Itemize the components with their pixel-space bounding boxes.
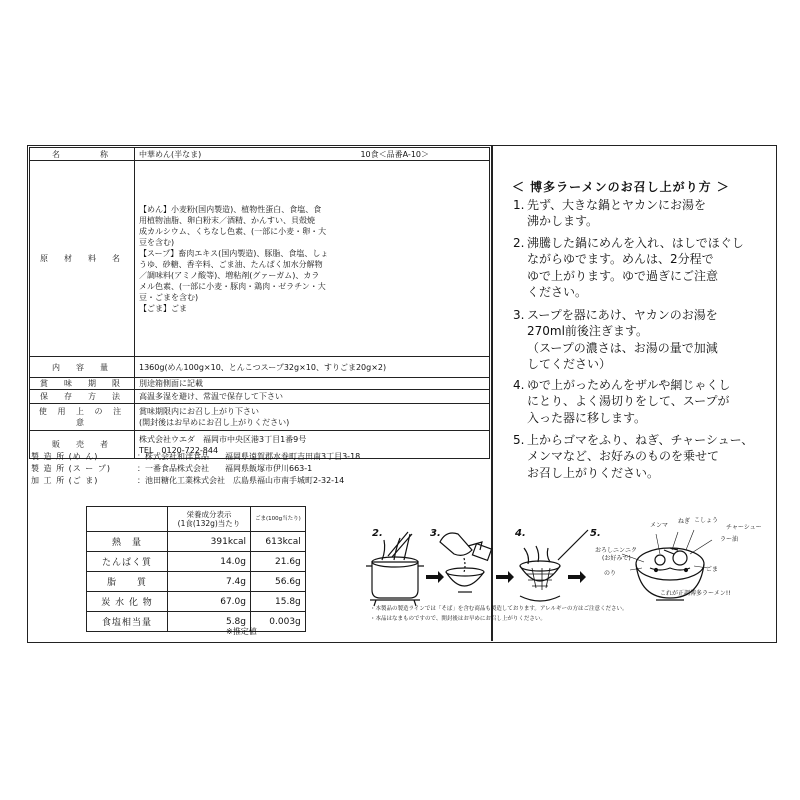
label-chashu: チャーシュー (726, 524, 762, 531)
nutrition-value-sesame: 613kcal (251, 532, 306, 552)
allergy-note: ・本製品の製造ラインでは「そば」を含む商品も製造しております。アレルギーの方はご注意ください。 (370, 606, 628, 612)
nutrition-value-sesame: 21.6g (251, 552, 306, 572)
manufacturer-soup (31, 464, 312, 474)
ingredients-line: 【ごま】ごま (139, 303, 187, 313)
manufacturer-value: ：一番食品株式会社 福岡県飯塚市伊川663-1 (137, 464, 313, 473)
manufacturer-sesame (31, 476, 344, 486)
caution-label: 使 用 上 の 注 意 (30, 404, 135, 431)
recipe-step-2 (513, 235, 775, 301)
recipe-step-4 (513, 377, 775, 426)
estimate-note: ※推定値 (226, 627, 257, 636)
manufacturer-label: 製 造 所 (ス ー プ) (31, 464, 111, 473)
nutrition-label: 炭 水 化 物 (87, 592, 168, 612)
ingredients-line: ／調味料(アミノ酸等)、増粘剤(グァーガム)、カラ (139, 270, 320, 280)
recipe-step-3 (513, 307, 775, 373)
nutrition-table (86, 506, 306, 632)
nutrition-row (87, 552, 306, 572)
step-text (527, 235, 775, 301)
nutrition-header-sub: (1食(132g)当たり (177, 519, 241, 528)
ingredients-line: 豆を含む) (139, 237, 175, 247)
nutrition-header-title: 栄養成分表示 (186, 510, 232, 519)
nutrition-row (87, 572, 306, 592)
nutrition-header-serving (168, 507, 251, 532)
ingredients-line: メル色素、(一部に小麦・豚肉・鶏肉・ゼラチン・大 (139, 281, 326, 291)
product-spec-table (29, 147, 490, 459)
caution-row (30, 404, 490, 431)
label-rayu: ラー油 (720, 536, 739, 543)
nutrition-row (87, 612, 306, 632)
recipe-step-5 (513, 432, 775, 481)
step-line: ください。 (527, 285, 588, 300)
manufacturer-label: 加 工 所 (ご ま) (31, 476, 99, 485)
caution-value (135, 404, 490, 431)
nutrition-label: 食塩相当量 (87, 612, 168, 632)
nutrition-label: 脂 質 (87, 572, 168, 592)
step-line: してください） (527, 357, 612, 372)
ingredients-line: 用植物油脂、卵白粉末／酒精、かんすい、貝殻焼 (139, 215, 315, 225)
nutrition-row (87, 592, 306, 612)
step-line: 270ml前後注ぎます。 (527, 324, 648, 339)
nutrition-header-sesame: ごま(100g当たり) (251, 507, 306, 532)
recipe-step-1 (513, 197, 775, 230)
ingredients-line: 豆・ごまを含む) (139, 292, 199, 302)
label-garlic-note: (お好みで) (602, 555, 631, 562)
step-number: 1. (513, 198, 525, 212)
caution-line: 賞味期限内にお召し上がり下さい (139, 407, 259, 416)
arrow-icon (568, 571, 586, 583)
storage-label: 保 存 方 法 (30, 390, 135, 404)
illustration-step-label: 5. (590, 528, 601, 539)
arrow-icon (426, 571, 444, 583)
seller-label: 販 売 者 (30, 431, 135, 459)
recipe-title: ＜ 博多ラーメンのお召し上がり方 ＞ (512, 180, 730, 194)
step-line: 沸かします。 (527, 214, 599, 229)
nutrition-header-row (87, 507, 306, 532)
nutrition-value-serving: 5.8g (168, 612, 251, 632)
manufacturer-value: ：株式会社和洋食品 福岡県遠賀郡水巻町吉田南3丁目3-18 (137, 452, 361, 461)
strainer-icon (520, 530, 588, 601)
nutrition-value-sesame: 15.8g (251, 592, 306, 612)
storage-value: 高温多湿を避け、常温で保存して下さい (135, 390, 490, 404)
pot-icon (366, 532, 424, 606)
seller-line: TEL 0120-722-844 (139, 445, 219, 455)
step-line: ゆで上がっためんをザルや網じゃくし (527, 378, 731, 392)
step-line: にとり、よく湯切りをして、スープが (527, 394, 730, 409)
name-label: 名 称 (30, 148, 135, 161)
content-row (30, 357, 490, 378)
expiry-label: 賞 味 期 限 (30, 378, 135, 390)
nutrition-label: 熱 量 (87, 532, 168, 552)
illustration-step-label: 2. (372, 528, 383, 539)
ingredients-line: 成カルシウム、くちなし色素、(一部に小麦・卵・大 (139, 226, 327, 236)
caution-line: (開封後はお早めにお召し上がりください) (139, 418, 290, 427)
ingredients-value (135, 161, 490, 357)
step-text (527, 377, 775, 426)
expiry-row (30, 378, 490, 390)
nutrition-header-blank (87, 507, 168, 532)
illustration-caption: これが正調博多ラーメン!! (660, 590, 731, 597)
content-value: 1360g(めん100g×10、とんこつスープ32g×10、すりごま20g×2) (135, 357, 490, 378)
nutrition-value-serving: 7.4g (168, 572, 251, 592)
step-line: ながらゆでます。めんは、2分程で (527, 252, 714, 267)
name-row (30, 148, 490, 161)
label-kosho: こしょう (694, 517, 719, 524)
expiry-value: 別途箱側面に記載 (135, 378, 490, 390)
ingredients-label: 原 材 料 名 (30, 161, 135, 357)
ingredients-line: 【めん】小麦粉(国内製造)、植物性蛋白、食塩、食 (139, 204, 322, 214)
perishable-note: ・本品はなまものですので、開封後はお早めにお召し上がりください。 (370, 616, 546, 622)
label-negi: ねぎ (678, 518, 691, 525)
arrow-icon (496, 571, 514, 583)
label-garlic: おろしニンニク (595, 547, 638, 554)
kettle-icon (440, 533, 492, 572)
step-text (527, 197, 775, 230)
name-text: 中華めん(半なま) (139, 149, 202, 159)
nutrition-value-serving: 14.0g (168, 552, 251, 572)
bowl-icon (446, 568, 484, 592)
step-line: スープを器にあけ、ヤカンのお湯を (527, 308, 718, 322)
illustration-step-label: 4. (515, 528, 526, 539)
label-menma: メンマ (650, 522, 669, 529)
name-code: 10食＜品番A-10＞ (360, 149, 429, 159)
manufacturer-noodle (31, 452, 360, 462)
nutrition-value-sesame: 0.003g (251, 612, 306, 632)
step-number: 4. (513, 378, 525, 392)
step-line: 先ず、大きな鍋とヤカンにお湯を (527, 198, 707, 212)
step-number: 5. (513, 433, 525, 447)
illustration-step-label: 3. (430, 528, 441, 539)
seller-line: 株式会社ウエダ 福岡市中央区港3丁目1番9号 (139, 434, 307, 444)
nutrition-label: たんぱく質 (87, 552, 168, 572)
step-line: 入った器に移します。 (527, 410, 647, 425)
step-line: （スープの濃さは、お湯の量で加減 (527, 340, 718, 355)
step-text (527, 307, 775, 373)
content-label: 内 容 量 (30, 357, 135, 378)
step-number: 3. (513, 308, 525, 322)
step-line: お召し上がりください。 (527, 465, 660, 480)
manufacturer-label: 製 造 所 (め ん) (31, 452, 99, 461)
nutrition-row (87, 532, 306, 552)
step-line: 上からゴマをふり、ねぎ、チャーシュー、 (527, 433, 754, 447)
nutrition-value-serving: 67.0g (168, 592, 251, 612)
label-nori: のり (604, 570, 617, 577)
label-goma: ごま (706, 566, 719, 573)
nutrition-value-serving: 391kcal (168, 532, 251, 552)
nutrition-value-sesame: 56.6g (251, 572, 306, 592)
name-value (135, 148, 490, 161)
ingredients-line: うゆ、砂糖、香辛料、ごま油、たんぱく加水分解物 (139, 259, 323, 269)
ingredients-line: 【スープ】畜肉エキス(国内製造)、豚脂、食塩、しょ (139, 248, 329, 258)
step-number: 2. (513, 236, 525, 250)
ingredients-row (30, 161, 490, 357)
manufacturer-value: ：池田糖化工業株式会社 広島県福山市南手城町2-32-14 (137, 476, 345, 485)
step-line: メンマなど、お好みのものを乗せて (527, 449, 720, 464)
step-line: 沸騰した鍋にめんを入れ、はしでほぐし (527, 236, 744, 250)
step-line: ゆで上がります。ゆで過ぎにご注意 (527, 268, 719, 283)
storage-row (30, 390, 490, 404)
step-text (527, 432, 775, 481)
